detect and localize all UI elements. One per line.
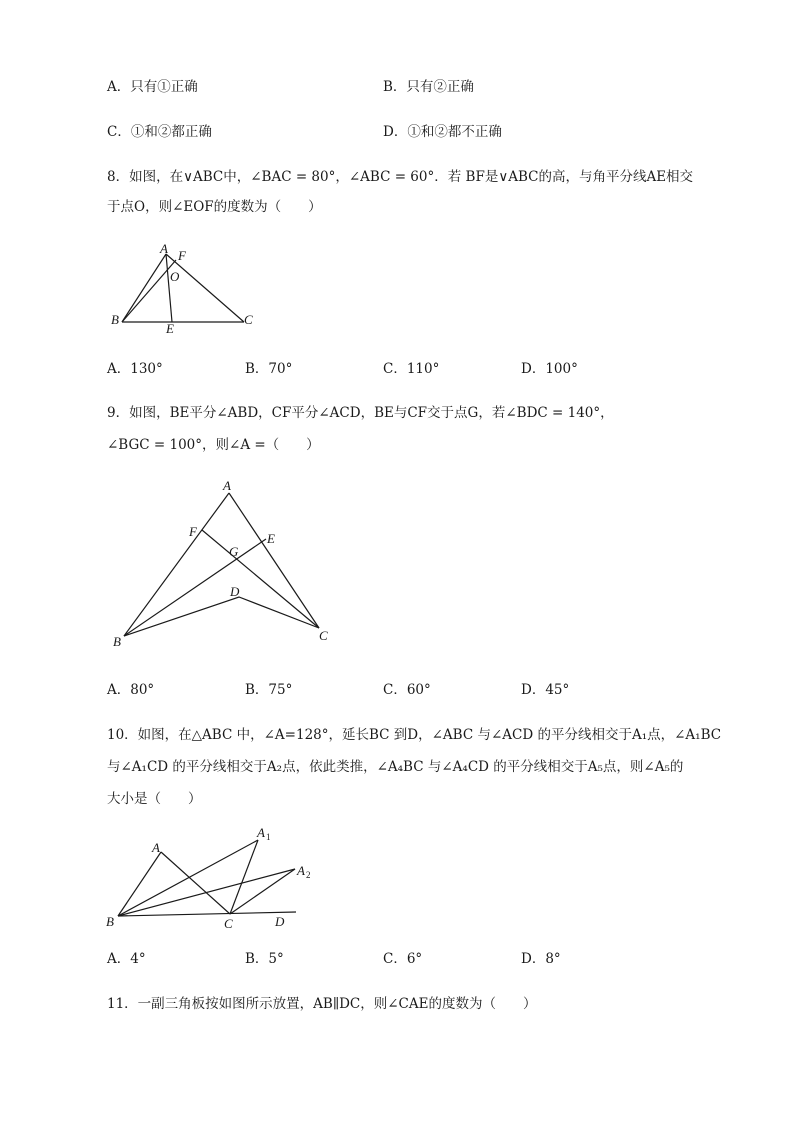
- q9-label-b: B: [113, 634, 121, 649]
- q8-option-a: A．130°: [107, 361, 163, 377]
- q10-label-d: D: [275, 914, 285, 929]
- q7-option-b: B．只有②正确: [383, 79, 474, 95]
- q10-label-a1-sub: 1: [266, 832, 271, 842]
- q10-figure: [100, 820, 315, 935]
- q10-label-b: B: [106, 914, 114, 929]
- q10-text-line1: 10．如图，在△ABC 中，∠A=128°，延长BC 到D，∠ABC 与∠ACD 的平分线相交于A₁点，∠A₁BC: [107, 727, 722, 743]
- q9-text-line2: ∠BGC = 100°，则∠A =（ ）: [107, 437, 320, 453]
- q10-label-a: A: [152, 840, 160, 855]
- q10-label-a2-sub: 2: [306, 870, 311, 880]
- q9-option-b: B．75°: [245, 682, 293, 698]
- q8-label-o: O: [170, 269, 180, 284]
- q9-label-d: D: [230, 584, 240, 599]
- q8-label-e: E: [166, 321, 174, 336]
- q10-label-c: C: [224, 916, 233, 931]
- q8-label-b: B: [111, 312, 119, 327]
- q8-option-d: D．100°: [521, 361, 578, 377]
- q10-text-line3: 大小是（ ）: [107, 791, 202, 807]
- q7-option-c: C．①和②都正确: [107, 124, 212, 140]
- q10-option-b: B．5°: [245, 951, 284, 967]
- q10-label-a1: A: [257, 825, 265, 840]
- q8-label-a: A: [160, 241, 168, 256]
- q10-text-line2: 与∠A₁CD 的平分线相交于A₂点，依此类推，∠A₄BC 与∠A₄CD 的平分线相交于A₅点，则∠A₅的: [107, 759, 684, 775]
- q9-label-a: A: [223, 478, 231, 493]
- q10-label-a2: A: [297, 863, 305, 878]
- q8-text-line1: 8．如图，在∨ABC中，∠BAC = 80°，∠ABC = 60°．若 BF是∨ABC的高，与角平分线AE相交: [107, 169, 694, 185]
- q9-label-g: G: [229, 544, 239, 559]
- q8-label-f: F: [178, 248, 186, 263]
- q9-label-f: F: [189, 524, 197, 539]
- q8-figure: [100, 238, 270, 338]
- q7-option-d: D．①和②都不正确: [383, 124, 502, 140]
- q10-option-d: D．8°: [521, 951, 561, 967]
- q8-text-line2: 于点O，则∠EOF的度数为（ ）: [107, 199, 322, 215]
- q10-option-a: A．4°: [107, 951, 146, 967]
- q11-text-line1: 11．一副三角板按如图所示放置，AB∥DC，则∠CAE的度数为（ ）: [107, 996, 537, 1012]
- q7-option-a: A．只有①正确: [107, 79, 198, 95]
- q9-text-line1: 9．如图，BE平分∠ABD，CF平分∠ACD，BE与CF交于点G，若∠BDC = 140°，: [107, 405, 614, 421]
- q8-label-c: C: [244, 312, 253, 327]
- q9-option-c: C．60°: [383, 682, 431, 698]
- q9-label-c: C: [319, 628, 328, 643]
- q9-option-d: D．45°: [521, 682, 570, 698]
- q10-option-c: C．6°: [383, 951, 423, 967]
- q9-figure: [100, 470, 340, 655]
- q8-option-c: C．110°: [383, 361, 440, 377]
- q8-option-b: B．70°: [245, 361, 293, 377]
- q9-option-a: A．80°: [107, 682, 155, 698]
- q9-label-e: E: [267, 531, 275, 546]
